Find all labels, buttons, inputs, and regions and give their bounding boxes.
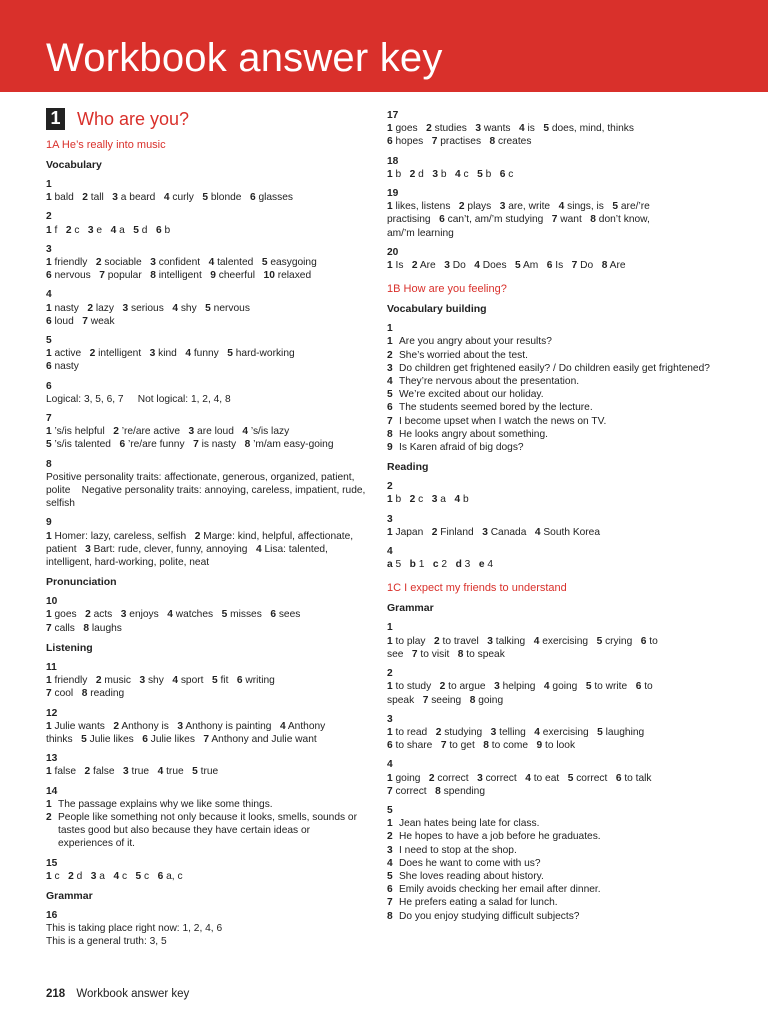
question-number: 11 [46,661,57,673]
answer-item: 5 We’re excited about our holiday. [387,389,544,401]
answer-line: 1 false 2 false 3 true 4 true 5 true [46,766,219,778]
question-number: 3 [46,243,52,255]
answer-line: 6 hopes 7 practises 8 creates [387,136,532,148]
answer-line: 1 to study 2 to argue 3 helping 4 going 5 to write 6 to [387,681,653,693]
question-number: 4 [46,289,52,301]
answer-line: practising 6 can’t, am/’m studying 7 want 8 don’t know, [387,214,650,226]
question-number: 6 [46,380,52,392]
page-title: Workbook answer key [46,36,443,80]
question-block [387,713,719,753]
answer-line: 5 ’s/is talented 6 ’re/are funny 7 is nasty 8 ’m/am easy-going [46,439,334,451]
answer-item: 2 People like something not only because it looks, smells, sounds or tastes good but also because they have certain ideas or experiences of it. [46,811,357,850]
answer-item: 8 Do you enjoy studying difficult subjects? [387,910,580,922]
question-number: 4 [387,759,393,771]
question-number: 1 [46,179,52,190]
question-number: 17 [387,110,399,121]
answer-item: 6 Emily avoids checking her email after dinner. [387,884,601,896]
answer-line: 1 Is 2 Are 3 Do 4 Does 5 Am 6 Is 7 Do 8 Are [387,260,626,272]
answer-line: 1 goes 2 acts 3 enjoys 4 watches 5 misses 6 sees [46,609,301,621]
answer-item: 5 She loves reading about history. [387,870,544,882]
section-heading: Reading [387,461,429,474]
answer-item: 2 He hopes to have a job before he graduates. [387,831,601,843]
answer-line: 1 Homer: lazy, careless, selfish 2 Marge: kind, helpful, affectionate, [46,530,354,542]
answer-item: 7 I become upset when I watch the news on TV. [387,415,607,427]
question-block [46,785,364,851]
section-heading: Grammar [46,889,93,902]
answer-line: am/’m learning [387,227,454,239]
answer-item: 8 He looks angry about something. [387,428,548,440]
answer-line: Logical: 3, 5, 6, 7 Not logical: 1, 2, 4, 8 [46,393,231,405]
question-block [46,412,364,452]
answer-line: 1 b 2 d 3 b 4 c 5 b 6 c [387,168,514,180]
section-subheading: 1C I expect my friends to understand [387,582,567,595]
section-heading: Vocabulary building [387,303,487,316]
answer-line: 1 friendly 2 sociable 3 confident 4 talented 5 easygoing [46,257,317,269]
answer-item: 7 He prefers eating a salad for lunch. [387,897,558,909]
question-block [387,480,719,506]
answer-line: 1 to read 2 studying 3 telling 4 exercising 5 laughing [387,726,645,738]
question-number: 10 [46,596,58,608]
question-block [46,661,364,701]
section-heading: Pronunciation [46,576,117,589]
answer-item: 2 She’s worried about the test. [387,349,528,361]
question-number: 9 [46,517,52,529]
answer-line: thinks 5 Julie likes 6 Julie likes 7 Anthony and Julie want [46,733,317,745]
answer-line: intelligent, hard-working, polite, neat [46,557,210,569]
answer-line: This is taking place right now: 1, 2, 4, 6 [46,923,223,935]
question-block [387,545,719,571]
question-number: 16 [46,909,58,921]
answer-line: patient 3 Bart: rude, clever, funny, annoying 4 Lisa: talented, [46,543,328,555]
question-number: 1 [387,622,393,634]
question-block [46,334,364,374]
question-block [387,667,719,707]
left-column [46,108,364,955]
section-heading: Grammar [387,602,434,615]
question-number: 20 [387,246,399,258]
question-block [387,246,719,272]
question-number: 2 [387,668,393,680]
answer-line: 1 Julie wants 2 Anthony is 3 Anthony is painting 4 Anthony [46,720,326,732]
answer-line: 1 f 2 c 3 e 4 a 5 d 6 b [46,224,171,236]
question-block [46,707,364,747]
question-block [46,380,364,406]
answer-line: 7 cool 8 reading [46,688,125,700]
answer-line: 7 calls 8 laughs [46,622,122,634]
question-block [387,513,719,539]
question-block [387,155,719,181]
question-number: 2 [46,211,52,223]
answer-item: 3 I need to stop at the shop. [387,844,517,856]
question-block [46,210,364,236]
question-number: 3 [387,513,393,525]
page-number: 218 [46,988,66,1000]
question-block [387,621,719,661]
question-block [46,516,364,569]
answer-line: 1 active 2 intelligent 3 kind 4 funny 5 hard-working [46,348,295,360]
answer-line: This is a general truth: 3, 5 [46,936,167,948]
section-subheading: 1A He’s really into music [46,139,166,151]
answer-item: 9 Is Karen afraid of big dogs? [387,442,524,454]
question-block [387,758,719,798]
answer-item: 1 Jean hates being late for class. [387,818,540,830]
unit-number: 1 [46,108,65,130]
question-number: 5 [46,335,52,347]
question-number: 1 [387,323,393,335]
answer-item: 4 They’re nervous about the presentation. [387,376,580,388]
answer-line: 1 Japan 2 Finland 3 Canada 4 South Korea [387,526,601,538]
question-block [46,458,364,511]
question-block [46,243,364,283]
question-block [387,322,719,454]
footer-text: Workbook answer key [76,988,190,1000]
answer-line: 1 friendly 2 music 3 shy 4 sport 5 fit 6 writing [46,675,275,687]
question-number: 4 [387,546,393,558]
question-block [46,178,364,204]
question-block [46,595,364,635]
question-number: 13 [46,753,58,765]
answer-item: 3 Do children get frightened easily? / Do children easily get frightened? [387,362,710,374]
answer-line: 6 to share 7 to get 8 to come 9 to look [387,740,576,752]
question-number: 3 [387,713,393,725]
answer-line: selfish [46,498,75,510]
question-number: 14 [46,785,58,797]
answer-line: 1 goes 2 studies 3 wants 4 is 5 does, mind, thinks [387,123,634,135]
question-number: 7 [46,413,52,425]
unit-heading [46,108,364,130]
right-column-body [387,109,719,923]
question-number: 18 [387,155,399,167]
question-block [46,909,364,949]
question-number: 15 [46,857,58,869]
answer-item: 1 Are you angry about your results? [387,336,552,348]
answer-line: 1 likes, listens 2 plays 3 are, write 4 sings, is 5 are/’re [387,201,650,213]
answer-line: 1 bald 2 tall 3 a beard 4 curly 5 blonde 6 glasses [46,192,293,204]
answer-line: 1 going 2 correct 3 correct 4 to eat 5 correct 6 to talk [387,772,652,784]
answer-line: 1 ’s/is helpful 2 ’re/are active 3 are loud 4 ’s/is lazy [46,426,290,438]
question-number: 5 [387,804,393,816]
answer-line: speak 7 seeing 8 going [387,694,504,706]
answer-line: 1 nasty 2 lazy 3 serious 4 shy 5 nervous [46,302,250,314]
right-column [387,109,719,929]
question-block [46,752,364,778]
section-heading: Listening [46,641,93,654]
section-subheading: 1B How are you feeling? [387,283,507,296]
answer-item: 6 The students seemed bored by the lecture. [387,402,593,414]
question-number: 2 [387,481,393,493]
answer-line: 1 b 2 c 3 a 4 b [387,494,469,506]
answer-line: 6 nasty [46,361,79,373]
answer-line: 1 to play 2 to travel 3 talking 4 exercising 5 crying 6 to [387,635,658,647]
answer-line: a 5 b 1 c 2 d 3 e 4 [387,559,493,571]
answer-line: 6 loud 7 weak [46,315,115,327]
section-heading: Vocabulary [46,159,102,171]
question-number: 19 [387,188,399,200]
page-footer [46,988,189,1000]
answer-line: 1 c 2 d 3 a 4 c 5 c 6 a, c [46,870,183,882]
header-bar [0,0,768,92]
question-block [387,187,719,240]
answer-line: 6 nervous 7 popular 8 intelligent 9 cheerful 10 relaxed [46,270,312,282]
question-block [46,857,364,883]
answer-line: Positive personality traits: affectionate, generous, organized, patient, [46,471,355,483]
left-column-body [46,138,364,949]
answer-item: 1 The passage explains why we like some things. [46,798,273,810]
answer-item: 4 Does he want to come with us? [387,857,541,869]
answer-line: polite Negative personality traits: annoying, careless, impatient, rude, [46,485,366,497]
question-block [387,109,719,149]
unit-title: Who are you? [77,109,190,129]
answer-line: see 7 to visit 8 to speak [387,648,505,660]
question-block [46,288,364,328]
question-block [387,804,719,923]
question-number: 8 [46,458,52,470]
answer-line: 7 correct 8 spending [387,785,485,797]
question-number: 12 [46,707,58,719]
